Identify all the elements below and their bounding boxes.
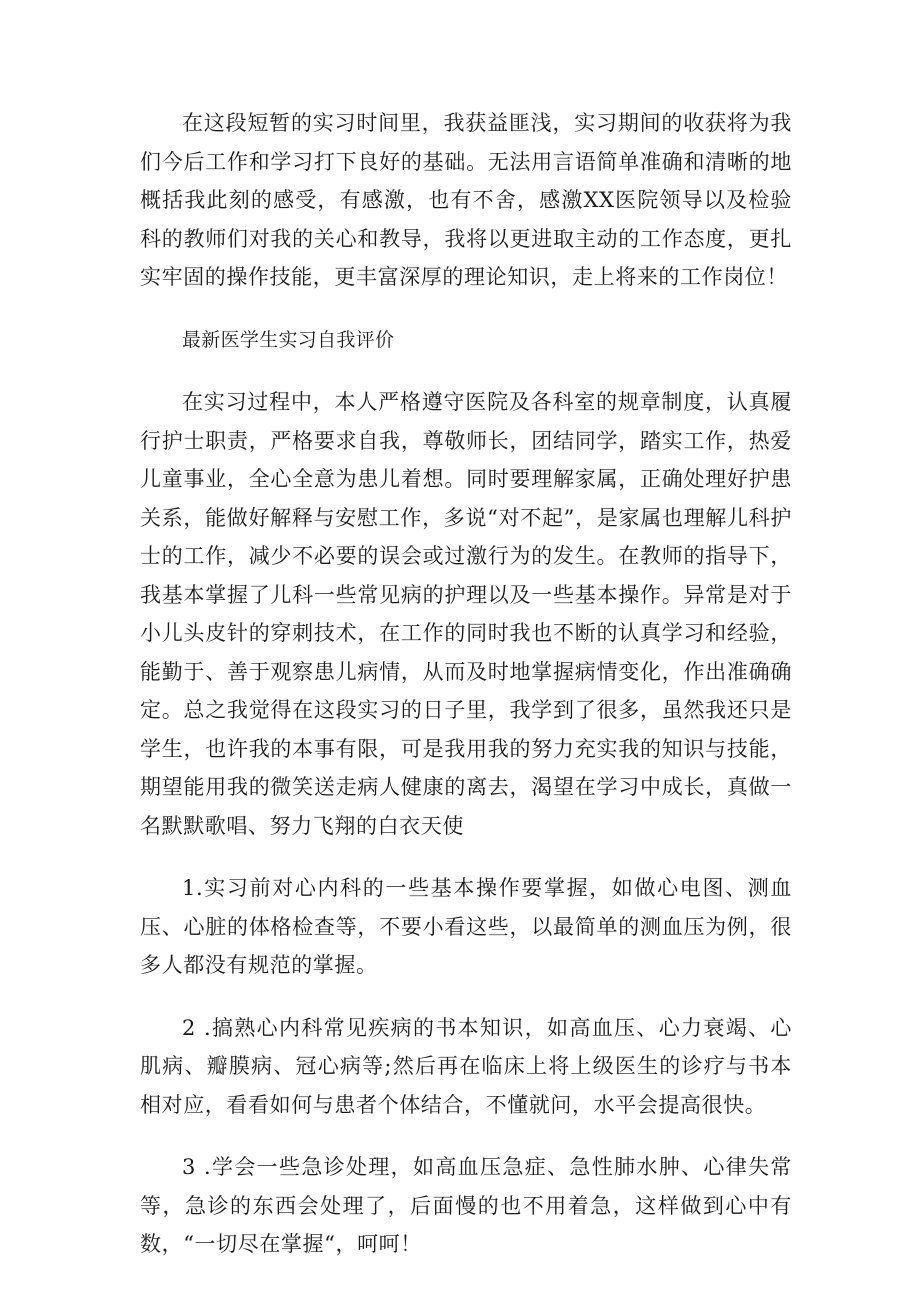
list-item-2: 2 .搞熟心内科常见疾病的书本知识，如高血压、心力衰竭、心肌病、瓣膜病、冠心病等;然后再在临床上将上级医生的诊疗与书本相对应，看看如何与患者个体结合，不懂就问，水平会提高很快。: [140, 1015, 792, 1117]
paragraph-self-evaluation: 在实习过程中，本人严格遵守医院及各科室的规章制度，认真履行护士职责，严格要求自我，尊敬师长，团结同学，踏实工作，热爱儿童事业，全心全意为患儿着想。同时要理解家属，正确处理好护患关系，能做好解释与安慰工作，多说“对不起”，是家属也理解儿科护士的工作，减少不必要的误会或过激行为的发生。在教师的指导下，我基本掌握了儿科一些常见病的护理以及一些基本操作。异常是对于小儿头皮针的穿刺技术，在工作的同时我也不断的认真学习和经验，能勤于、善于观察患儿病情，从而及时地掌握病情变化，作出准确确定。总之我觉得在这段实习的日子里，我学到了很多，虽然我还只是学生，也许我的本事有限，可是我用我的努力充实我的知识与技能，期望能用我的微笑送走病人健康的离去，渴望在学习中成长，真做一名默默歌唱、努力飞翔的白衣天使: [140, 390, 792, 838]
section-heading: 最新医学生实习自我评价: [182, 328, 395, 351]
document-page: [140, 104, 792, 1264]
list-item-3: 3 .学会一些急诊处理，如高血压急症、急性肺水肿、心律失常等，急诊的东西会处理了，后面慢的也不用着急，这样做到心中有数，“一切尽在掌握“，呵呵！: [140, 1155, 792, 1256]
paragraph-internship-reflection: 在这段短暂的实习时间里，我获益匪浅，实习期间的收获将为我们今后工作和学习打下良好的基础。无法用言语简单准确和清晰的地概括我此刻的感受，有感激，也有不舍，感激XX医院领导以及检验科的教师们对我的关心和教导，我将以更进取主动的工作态度，更扎实牢固的操作技能，更丰富深厚的理论知识，走上将来的工作岗位！: [140, 111, 792, 289]
list-item-1: 1.实习前对心内科的一些基本操作要掌握，如做心电图、测血压、心脏的体格检查等，不要小看这些，以最简单的测血压为例，很多人都没有规范的掌握。: [140, 876, 792, 977]
